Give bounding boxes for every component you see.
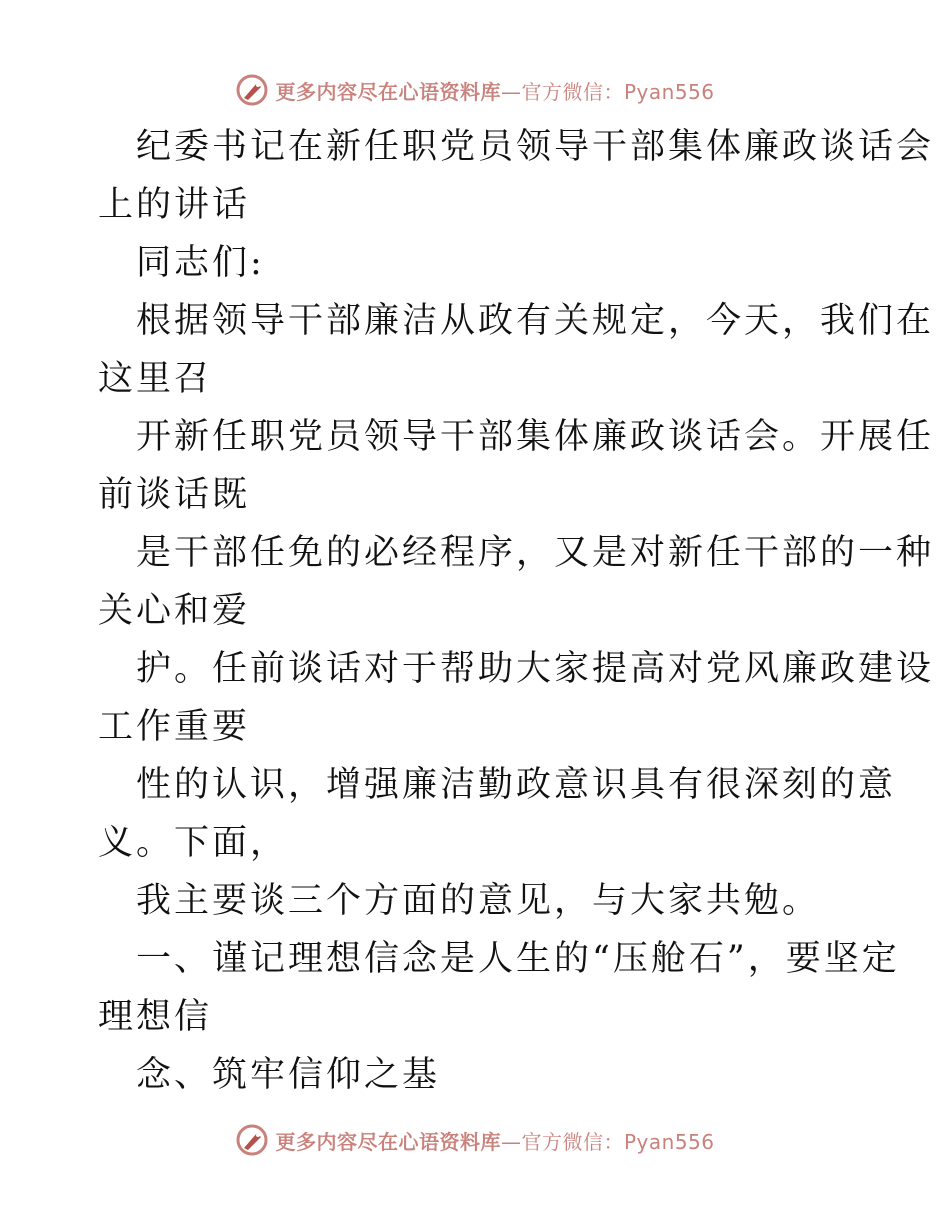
paragraph-continuation: 上的讲话 — [98, 185, 251, 225]
paragraph — [98, 872, 858, 930]
watermark-label: 官方微信： — [521, 1129, 624, 1154]
watermark-label: 官方微信： — [521, 79, 624, 104]
paragraph-first-line: 是干部任免的必经程序，又是对新任干部的一种 — [136, 533, 935, 573]
watermark-text — [275, 76, 714, 105]
paragraph — [98, 118, 935, 234]
watermark-handle: Pyan556 — [623, 79, 715, 104]
watermark-brand: 更多内容尽在心语资料库 — [275, 1129, 501, 1154]
paragraph-continuation: 义。下面， — [98, 823, 289, 863]
paragraph-first-line: 开新任职党员领导干部集体廉政谈话会。开展任 — [136, 417, 935, 457]
pen-nib-in-circle-icon — [235, 73, 269, 107]
paragraph-first-line: 护。任前谈话对于帮助大家提高对党风廉政建设 — [136, 649, 935, 689]
paragraph — [98, 292, 935, 408]
watermark-handle: Pyan556 — [623, 1129, 715, 1154]
paragraph-first-line: 我主要谈三个方面的意见，与大家共勉。 — [136, 881, 821, 921]
paragraph-continuation: 工作重要 — [98, 707, 251, 747]
paragraph — [98, 1046, 858, 1104]
paragraph-first-line: 念、筑牢信仰之基 — [136, 1055, 441, 1095]
paragraph — [98, 524, 935, 640]
pen-nib-in-circle-icon — [235, 1123, 269, 1157]
watermark-dash: — — [500, 79, 522, 104]
watermark-banner-top — [0, 70, 950, 110]
paragraph — [98, 930, 900, 1046]
watermark-dash: — — [500, 1129, 522, 1154]
paragraph-continuation: 这里召 — [98, 359, 213, 399]
paragraph — [98, 234, 858, 292]
watermark-banner-bottom — [0, 1120, 950, 1160]
paragraph-first-line: 一、谨记理想信念是人生的“压舱石”，要坚定 — [136, 939, 900, 979]
paragraph-first-line: 性的认识，增强廉洁勤政意识具有很深刻的意 — [136, 765, 897, 805]
paragraph — [98, 408, 935, 524]
paragraph — [98, 640, 935, 756]
paragraph-first-line: 同志们: — [136, 243, 265, 283]
watermark-text — [275, 1126, 714, 1155]
watermark-brand: 更多内容尽在心语资料库 — [275, 79, 501, 104]
paragraph-continuation: 前谈话既 — [98, 475, 251, 515]
document-body — [98, 118, 935, 1104]
paragraph — [98, 756, 897, 872]
paragraph-continuation: 关心和爱 — [98, 591, 251, 631]
paragraph-continuation: 理想信 — [98, 997, 213, 1037]
paragraph-first-line: 根据领导干部廉洁从政有关规定，今天，我们在 — [136, 301, 935, 341]
paragraph-first-line: 纪委书记在新任职党员领导干部集体廉政谈话会 — [136, 127, 935, 167]
